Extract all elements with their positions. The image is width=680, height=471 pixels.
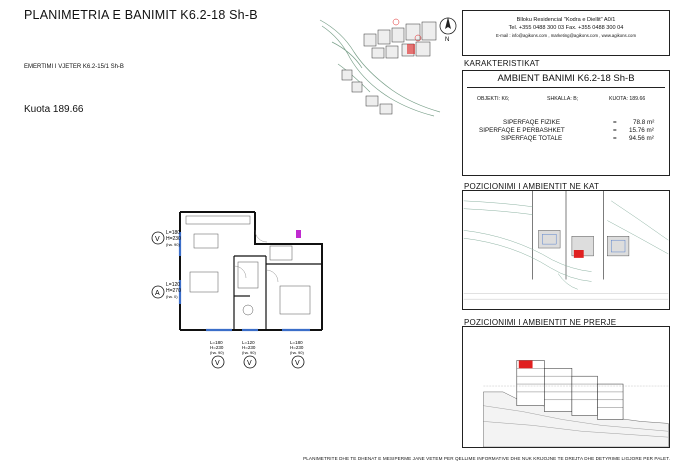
win-label: L=120 — [242, 340, 255, 345]
section-highlight — [519, 360, 533, 368]
win-label: H=230 — [290, 345, 304, 350]
win-label: H=230 — [242, 345, 256, 350]
characteristics-heading: KARAKTERISTIKAT — [464, 59, 540, 68]
area-eq: = — [613, 119, 617, 126]
area-eq: = — [613, 127, 617, 134]
marker-v1: V — [155, 236, 160, 243]
site-highlight — [407, 44, 415, 54]
company-phone: Tel. +355 0488 300 03 Fax. +355 0488 300 04 — [508, 25, 624, 31]
floor-position-map — [462, 190, 670, 310]
north-label: N — [445, 37, 450, 42]
company-email: E-mail : info@agikons.com , marketing@agikons.com , www.agikons.com — [495, 33, 637, 38]
win-label: (ha. 90) — [210, 350, 224, 355]
area-label: SIPERFAQE FIZIKE — [503, 119, 561, 126]
win-label: H=230 — [210, 345, 224, 350]
marker-v3: V — [247, 360, 252, 367]
win-label: L=180 — [166, 230, 181, 236]
win-label: (ha. 90) — [242, 350, 256, 355]
marker-v2: V — [215, 360, 220, 367]
floor-plan — [150, 200, 330, 378]
site-map — [312, 12, 448, 118]
area-eq: = — [613, 135, 617, 142]
entry-marker — [296, 230, 301, 238]
area-label: SIPERFAQE TOTALE — [501, 135, 563, 142]
area-value: 94.56 m² — [629, 135, 654, 142]
divider — [467, 87, 665, 88]
section-position-heading: POZICIONIMI I AMBIENTIT NE PRERJE — [464, 318, 617, 327]
area-value: 15.76 m² — [629, 127, 654, 134]
win-label: L=180 — [210, 340, 223, 345]
elevation-label: Kuota 189.66 — [24, 104, 84, 115]
disclaimer-footer: PLANIMETRITE DHE TE DHENAT E MESIPERME JANE VETEM PER QELLIME INFORMATIVE DHE NUK KRIJOJNE TE DREJTA DHE DETYRIME LIGJORE PER PALET. — [303, 456, 670, 461]
marker-a: A — [155, 290, 160, 297]
old-name-label: EMERTIMI I VJETER K6.2-15/1 Sh-B — [24, 64, 124, 70]
door-label: H=270 — [166, 288, 181, 294]
characteristics-box — [462, 70, 670, 176]
section-position-map — [462, 326, 670, 448]
win-label: H=230 — [166, 236, 181, 242]
company-name: Blloku Residencial "Kodra e Diellit" A0/1 — [516, 17, 616, 23]
win-label: (ha. 90) — [290, 350, 304, 355]
marker-v4: V — [295, 360, 300, 367]
north-arrow-icon — [438, 16, 458, 42]
floor-highlight — [574, 250, 584, 258]
win-label: L=180 — [290, 340, 303, 345]
company-info-box — [462, 10, 670, 56]
objekti-label: OBJEKTI: K6; — [477, 96, 510, 102]
kuota-label: KUOTA: 189.66 — [609, 96, 646, 102]
door-label: L=120 — [166, 282, 181, 288]
shkalla-label: SHKALLA: B; — [547, 96, 579, 102]
page-title: PLANIMETRIA E BANIMIT K6.2-18 Sh-B — [24, 8, 258, 22]
win-label: (ha. 90) — [166, 242, 180, 247]
door-label: (ha. 0) — [166, 294, 178, 299]
ambient-title: AMBIENT BANIMI K6.2-18 Sh-B — [497, 73, 635, 84]
area-label: SIPERFAQE E PERBASHKET — [479, 127, 565, 134]
area-value: 78.8 m² — [633, 119, 655, 126]
floor-position-heading: POZICIONIMI I AMBIENTIT NE KAT — [464, 182, 600, 191]
